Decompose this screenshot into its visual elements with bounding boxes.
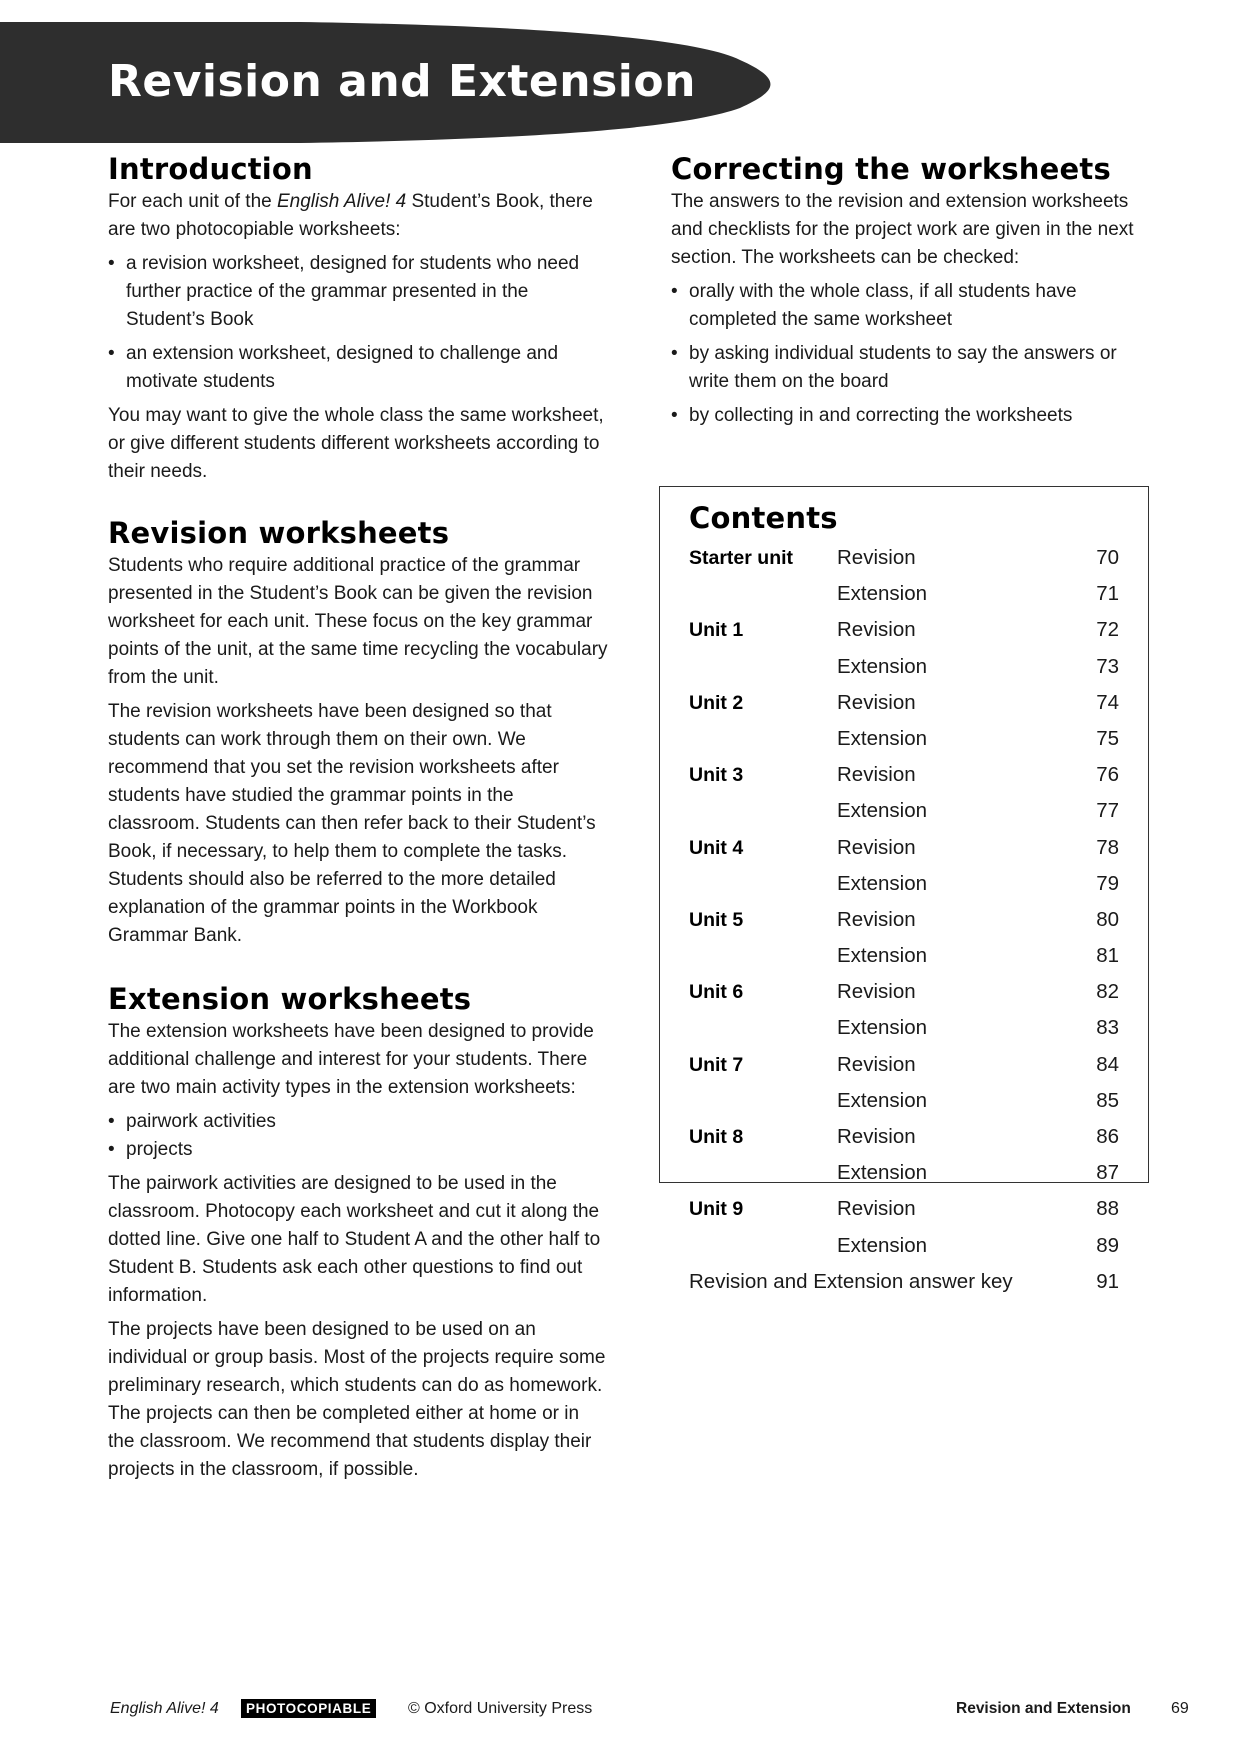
list-item-text: pairwork activities — [126, 1111, 276, 1132]
contents-type: Revision — [837, 1197, 916, 1221]
extension-section — [108, 980, 608, 1484]
contents-type: Extension — [837, 1233, 928, 1257]
extension-heading: Extension worksheets — [108, 982, 472, 1016]
list-item-text: orally with the whole class, if all students have completed the same worksheet — [689, 281, 1077, 330]
contents-row — [689, 757, 1119, 793]
footer-book-title: English Alive! 4 — [110, 1700, 219, 1717]
extension-paragraph: The projects have been designed to be used on an individual or group basis. Most of the projects require some preliminary research, which students can do as homework. The projects can then be completed either at home or in the classroom. We recommend that students display their projects in the classroom, if possible. — [108, 1319, 606, 1480]
list-item — [108, 250, 608, 334]
contents-unit: Unit 5 — [689, 908, 744, 931]
contents-unit: Unit 2 — [689, 691, 744, 714]
page-footer — [108, 1697, 1241, 1721]
introduction-closing: You may want to give the whole class the same worksheet, or give different students different worksheets according to their needs. — [108, 405, 604, 482]
contents-type: Extension — [837, 944, 928, 968]
contents-heading: Contents — [689, 501, 838, 535]
contents-unit: Unit 7 — [689, 1053, 744, 1076]
correcting-section — [671, 150, 1151, 430]
list-item — [671, 340, 1151, 396]
contents-page-number: 74 — [1096, 690, 1119, 714]
contents-type: Extension — [837, 582, 928, 606]
footer-copyright: © Oxford University Press — [408, 1700, 593, 1717]
contents-page-number: 72 — [1096, 618, 1119, 642]
contents-type: Extension — [837, 799, 928, 823]
contents-row — [689, 1010, 1119, 1046]
contents-type: Revision — [837, 1125, 916, 1148]
contents-page-number: 86 — [1096, 1125, 1119, 1148]
contents-type: Revision — [837, 763, 916, 787]
contents-row — [689, 649, 1119, 685]
contents-row — [689, 576, 1119, 612]
contents-type: Revision — [837, 618, 916, 642]
page-number: 69 — [1171, 1700, 1189, 1717]
contents-row — [689, 1047, 1119, 1083]
contents-page-number: 76 — [1096, 763, 1119, 787]
contents-row — [689, 721, 1119, 757]
bullet-icon: • — [108, 1139, 115, 1160]
contents-row — [689, 793, 1119, 829]
list-item — [108, 1136, 608, 1164]
contents-page-number: 82 — [1096, 980, 1119, 1004]
contents-table — [689, 540, 1119, 1300]
contents-row — [689, 938, 1119, 974]
contents-type: Extension — [837, 654, 928, 678]
contents-type: Extension — [837, 1016, 928, 1040]
intro-text-post: Student’s Book, there are two photocopiable worksheets: — [108, 191, 593, 240]
contents-type: Revision — [837, 907, 916, 931]
revision-paragraph: Students who require additional practice of the grammar presented in the Student’s Book can be given the revision worksheet for each unit. These focus on the key grammar points of the unit, at the same time recycling the vocabulary from the unit. — [108, 555, 608, 688]
contents-row — [689, 1119, 1119, 1155]
contents-row — [689, 830, 1119, 866]
extension-intro: The extension worksheets have been designed to provide additional challenge and interest for your students. There are two main activity types in the extension worksheets: — [108, 1021, 594, 1098]
revision-paragraph: The revision worksheets have been designed so that students can work through them on their own. We recommend that you set the revision worksheets after students have studied the grammar points in the classroom. Students can then refer back to their Student’s Book, if necessary, to help them to complete the tasks. Students should also be referred to the more detailed explanation of the grammar points in the Workbook Grammar Bank. — [108, 701, 596, 946]
right-column — [671, 150, 1151, 460]
contents-page-number: 75 — [1096, 726, 1119, 750]
bullet-icon: • — [108, 343, 115, 364]
contents-page-number: 83 — [1096, 1016, 1119, 1040]
introduction-heading: Introduction — [108, 152, 313, 186]
contents-page-number: 78 — [1096, 835, 1119, 859]
contents-unit: Unit 4 — [689, 836, 744, 859]
extension-bullets — [108, 1108, 608, 1164]
contents-type: Revision — [837, 690, 916, 714]
contents-unit: Starter unit — [689, 547, 794, 569]
contents-row — [689, 612, 1119, 648]
correcting-intro: The answers to the revision and extension worksheets and checklists for the project work are given in the next section. The worksheets can be checked: — [671, 191, 1134, 268]
contents-box — [659, 486, 1149, 1293]
book-title: English Alive! 4 — [277, 191, 407, 212]
contents-page-number: 87 — [1096, 1161, 1119, 1185]
bullet-icon: • — [108, 1111, 115, 1132]
intro-text-pre: For each unit of the — [108, 191, 277, 212]
extension-paragraph: The pairwork activities are designed to be used in the classroom. Photocopy each worksheet and cut it along the dotted line. Give one half to Student A and the other half to Student B. Students ask each other questions to find out information. — [108, 1173, 601, 1306]
contents-page-number: 71 — [1096, 582, 1119, 606]
list-item-text: an extension worksheet, designed to challenge and motivate students — [126, 343, 559, 392]
contents-unit: Unit 1 — [689, 619, 744, 642]
contents-page-number: 80 — [1096, 907, 1119, 931]
contents-unit: Unit 6 — [689, 981, 744, 1004]
contents-row — [689, 1191, 1119, 1227]
contents-unit: Unit 9 — [689, 1198, 744, 1221]
photocopiable-badge: PHOTOCOPIABLE — [241, 1699, 376, 1718]
contents-page-number: 81 — [1096, 944, 1119, 968]
contents-page-number: 73 — [1096, 654, 1119, 678]
introduction-bullets — [108, 250, 608, 396]
answer-key-label: Revision and Extension answer key — [689, 1269, 1013, 1293]
contents-page-number: 77 — [1096, 799, 1119, 823]
page-title: Revision and Extension — [108, 56, 696, 107]
list-item — [108, 1108, 608, 1136]
list-item — [671, 278, 1151, 334]
contents-row — [689, 974, 1119, 1010]
bullet-icon: • — [671, 405, 678, 426]
contents-type: Revision — [837, 835, 916, 859]
contents-unit: Unit 8 — [689, 1126, 744, 1148]
contents-type: Extension — [837, 1088, 928, 1112]
contents-page-number: 85 — [1096, 1088, 1119, 1112]
list-item-text: projects — [126, 1139, 193, 1160]
contents-type: Extension — [837, 871, 928, 895]
contents-page-number: 84 — [1096, 1052, 1119, 1076]
contents-type: Revision — [837, 980, 916, 1004]
contents-type: Extension — [837, 1161, 928, 1185]
contents-unit: Unit 3 — [689, 764, 744, 787]
introduction-text — [108, 188, 608, 244]
contents-row — [689, 1228, 1119, 1264]
bullet-icon: • — [671, 343, 678, 364]
title-banner — [0, 22, 775, 143]
contents-row — [689, 866, 1119, 902]
introduction-section — [108, 150, 608, 486]
bullet-icon: • — [108, 253, 115, 274]
list-item-text: a revision worksheet, designed for students who need further practice of the grammar presented in the Student’s Book — [126, 253, 580, 330]
correcting-bullets — [671, 278, 1151, 430]
revision-heading: Revision worksheets — [108, 516, 450, 550]
contents-page-number: 70 — [1096, 546, 1119, 569]
contents-row — [689, 902, 1119, 938]
contents-row — [689, 540, 1119, 576]
contents-type: Revision — [837, 1052, 916, 1076]
left-column — [108, 150, 608, 1514]
contents-page-number: 79 — [1096, 871, 1119, 895]
contents-row — [689, 1155, 1119, 1191]
contents-page-number: 91 — [1096, 1269, 1119, 1293]
contents-page-number: 88 — [1096, 1197, 1119, 1221]
list-item-text: by collecting in and correcting the worksheets — [689, 405, 1073, 426]
bullet-icon: • — [671, 281, 678, 302]
list-item — [108, 340, 608, 396]
contents-page-number: 89 — [1096, 1233, 1119, 1257]
contents-type: Extension — [837, 726, 928, 750]
revision-section — [108, 514, 608, 950]
contents-type: Revision — [837, 546, 916, 569]
list-item-text: by asking individual students to say the answers or write them on the board — [689, 343, 1117, 392]
contents-row — [689, 1083, 1119, 1119]
list-item — [671, 402, 1151, 430]
footer-section-name: Revision and Extension — [956, 1700, 1131, 1717]
contents-row — [689, 685, 1119, 721]
correcting-heading: Correcting the worksheets — [671, 152, 1111, 186]
contents-row-answer-key — [689, 1264, 1119, 1300]
